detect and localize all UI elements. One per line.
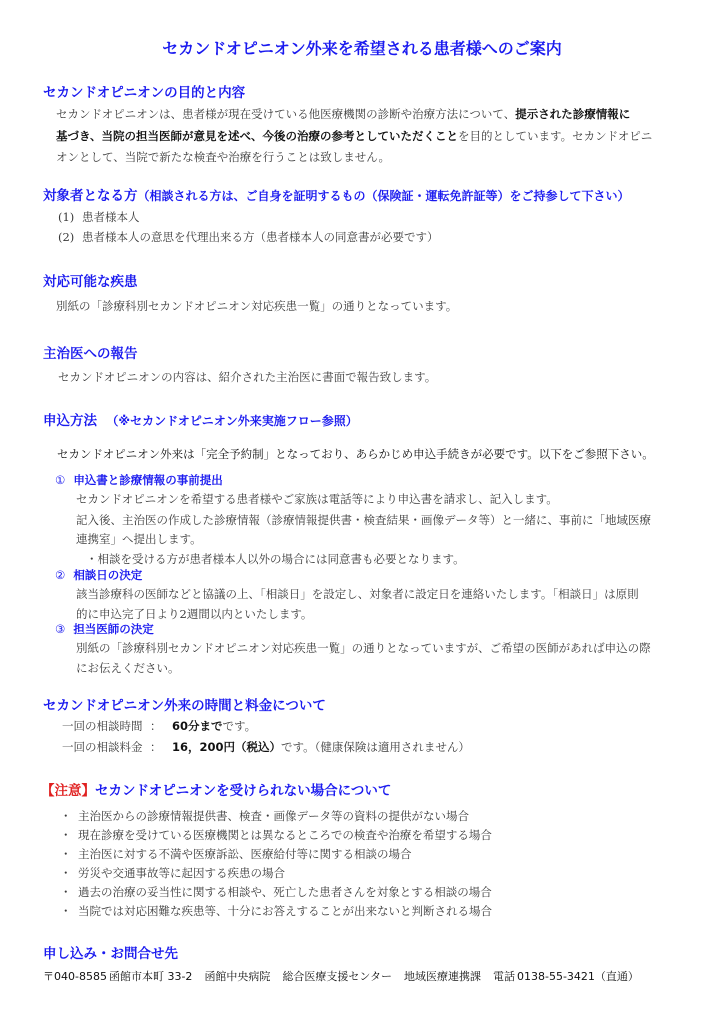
step-2-line: 該当診療科の医師などと協議の上、「相談日」を設定し、対象者に設定日を連絡いたします。「相談日」は原則: [76, 587, 639, 601]
bullet-icon: ・: [60, 885, 72, 899]
step-1-title: [55, 472, 223, 488]
eligible-item-1: [58, 206, 140, 228]
caution-text: 主治医に対する不満や医療訴訟、医療給付等に関する相談の場合: [78, 847, 412, 861]
section-heading-application: [43, 409, 358, 429]
step-3-title: [55, 621, 154, 637]
fee-label: 一回の相談時間: [62, 719, 143, 733]
fee-value: 16，200円（税込）: [172, 740, 282, 754]
step-number: ②: [55, 568, 66, 582]
application-lead: セカンドオピニオン外来は「完全予約制」となっており、あらかじめ申込手続きが必要です。以下をご参照下さい。: [57, 447, 654, 461]
fee-label: 一回の相談料金: [62, 740, 143, 754]
purpose-emphasis: 提示された診療情報に: [515, 107, 631, 121]
fee-value: 60分まで: [172, 719, 223, 733]
section-heading-contact: 申し込み・お問合せ先: [43, 946, 178, 962]
bullet-icon: ・: [60, 828, 72, 842]
eligible-heading-note: （相談される方は、ご自身を証明するもの（保険証・運転免許証等）をご持参して下さい）: [137, 189, 630, 203]
step-title-text: 相談日の決定: [73, 568, 143, 582]
step-title-text: 担当医師の決定: [73, 622, 154, 636]
step-number: ③: [55, 622, 66, 636]
purpose-text: を目的としています。セカンドオピニ: [458, 129, 653, 143]
fee-separator: ：: [150, 719, 162, 733]
purpose-text: セカンドオピニオンは、患者様が現在受けている他医療機関の診断や治療方法について、: [56, 107, 516, 121]
bullet-icon: ・: [60, 809, 72, 823]
step-3-line: 別紙の「診療科別セカンドオピニオン対応疾患一覧」の通りとなっていますが、ご希望の医師があれば申込の際: [76, 641, 651, 655]
caution-text: 当院では対応困難な疾患等、十分にお答えすることが出来ないと判断される場合: [78, 904, 492, 918]
phone-number: 0138-55-3421（直通）: [517, 970, 639, 983]
caution-text: 過去の治療の妥当性に関する相談や、死亡した患者さんを対象とする相談の場合: [78, 885, 492, 899]
step-title-text: 申込書と診療情報の事前提出: [73, 473, 223, 487]
fee-suffix: です。: [222, 719, 257, 733]
fee-row-price: [62, 736, 470, 758]
report-text: セカンドオピニオンの内容は、紹介された主治医に書面で報告致します。: [58, 370, 437, 384]
hospital-name: 函館中央病院: [204, 970, 271, 983]
section-heading-purpose: セカンドオピニオンの目的と内容: [43, 85, 246, 101]
application-heading-note: （※セカンドオピニオン外来実施フロー参照）: [106, 414, 358, 428]
step-3-line: にお伝えください。: [76, 661, 180, 675]
caution-label: 【注意】: [41, 783, 95, 799]
section-heading-diseases: 対応可能な疾患: [43, 274, 138, 290]
purpose-line-3: [56, 146, 390, 168]
diseases-text: 別紙の「診療科別セカンドオピニオン対応疾患一覧」の通りとなっています。: [56, 299, 458, 313]
page-title: セカンドオピニオン外来を希望される患者様へのご案内: [162, 39, 562, 58]
eligible-heading-text: 対象者となる方: [43, 188, 138, 204]
caution-text: 主治医からの診療情報提供書、検査・画像データ等の資料の提供がない場合: [78, 809, 469, 823]
step-1-line: 連携室」へ提出します。: [76, 532, 202, 546]
phone-label: 電話: [493, 970, 515, 983]
section-heading-eligible: [43, 184, 630, 204]
department-name: 地域医療連携課: [404, 970, 481, 983]
step-2-title: [55, 567, 142, 583]
step-1-line: 記入後、主治医の作成した診療情報（診療情報提供書・検査結果・画像データ等）と一緒に、事前に「地域医療: [76, 513, 651, 527]
step-number: ①: [55, 473, 66, 487]
caution-heading-text: セカンドオピニオンを受けられない場合について: [95, 783, 392, 799]
postal-code: 〒040-8585: [43, 970, 107, 983]
list-marker: (2): [58, 230, 75, 244]
section-heading-fees: セカンドオピニオン外来の時間と料金について: [43, 698, 326, 714]
address: 函館市本町 33-2: [108, 970, 193, 983]
caution-text: 労災や交通事故等に起因する疾患の場合: [78, 866, 285, 880]
contact-line: [43, 968, 651, 984]
list-text: 患者様本人: [82, 210, 140, 224]
purpose-emphasis: 基づき、当院の担当医師が意見を述べ、今後の治療の参考としていただくこと: [56, 129, 459, 143]
bullet-icon: ・: [60, 847, 72, 861]
bullet-icon: ・: [60, 866, 72, 880]
application-heading-text: 申込方法: [43, 413, 97, 429]
fee-suffix: です。（健康保険は適用されません）: [281, 740, 470, 754]
step-1-note: ・相談を受ける方が患者様本人以外の場合には同意書も必要となります。: [86, 552, 465, 566]
purpose-line-2: [56, 125, 652, 147]
list-text: 患者様本人の意思を代理出来る方（患者様本人の同意書が必要です）: [82, 230, 439, 244]
center-name: 総合医療支援センター: [282, 970, 392, 983]
step-1-line: セカンドオピニオンを希望する患者様やご家族は電話等により申込書を請求し、記入します。: [76, 492, 558, 506]
purpose-line-1: [56, 103, 630, 125]
section-heading-caution: [41, 779, 391, 799]
eligible-item-2: [58, 226, 439, 248]
section-heading-report: 主治医への報告: [43, 346, 138, 362]
fee-separator: ：: [150, 740, 162, 754]
bullet-icon: ・: [60, 904, 72, 918]
step-2-line: 的に申込完了日より2週間以内といたします。: [76, 607, 313, 621]
purpose-text: オンとして、当院で新たな検査や治療を行うことは致しません。: [56, 150, 390, 164]
fee-row-time: [62, 715, 256, 737]
caution-text: 現在診療を受けている医療機関とは異なるところでの検査や治療を希望する場合: [78, 828, 492, 842]
list-marker: (1): [58, 210, 75, 224]
caution-item: [60, 900, 492, 922]
